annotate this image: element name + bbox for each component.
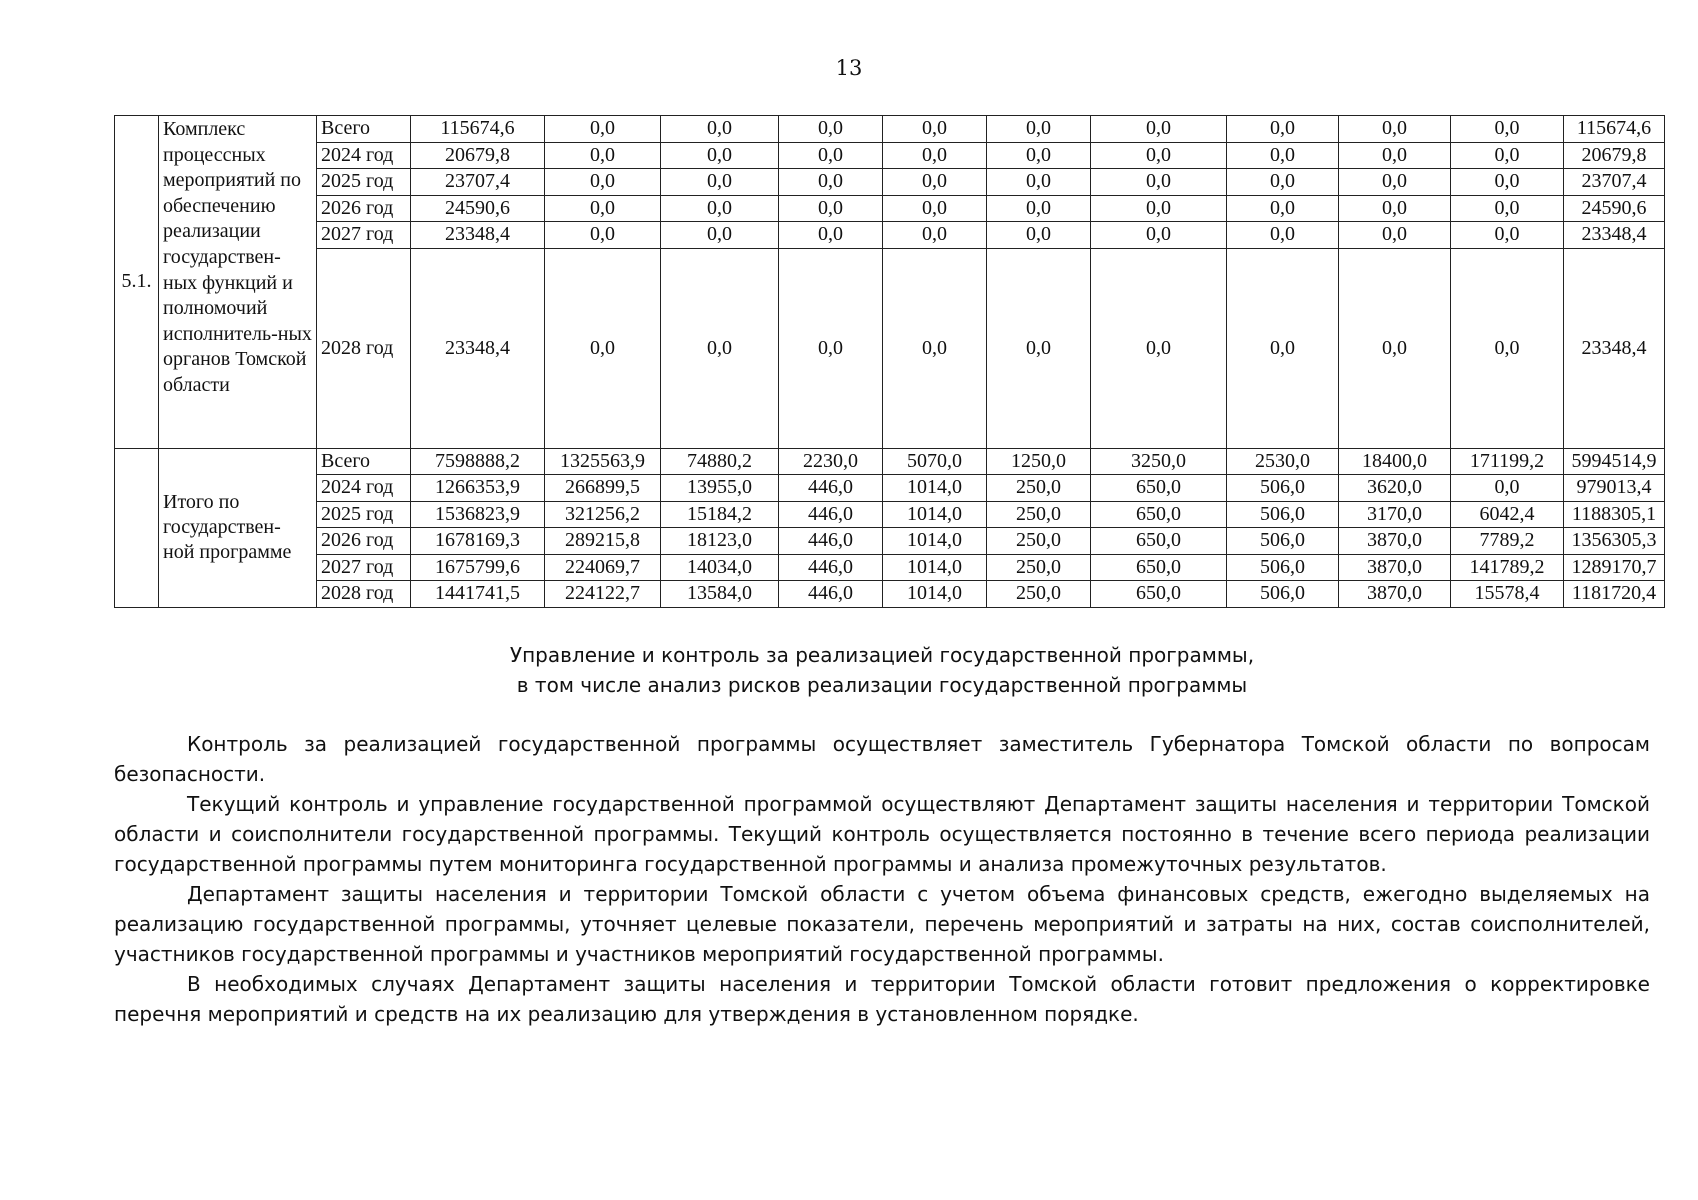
value-cell: 0,0: [661, 195, 779, 222]
value-cell: 0,0: [545, 142, 661, 169]
year-cell: Всего: [317, 116, 411, 143]
table-row: [115, 169, 1665, 196]
table-row: [115, 248, 1665, 448]
value-cell: 15184,2: [661, 501, 779, 528]
value-cell: 0,0: [1451, 169, 1564, 196]
value-cell: 1266353,9: [411, 475, 545, 502]
value-cell: 74880,2: [661, 448, 779, 475]
value-cell: 0,0: [1451, 222, 1564, 249]
value-cell: 0,0: [1339, 142, 1451, 169]
value-cell: 0,0: [545, 169, 661, 196]
value-cell: 3250,0: [1091, 448, 1227, 475]
table-row: [115, 581, 1665, 608]
year-cell: 2028 год: [317, 581, 411, 608]
value-cell: 1014,0: [883, 554, 987, 581]
value-cell: 0,0: [1451, 116, 1564, 143]
value-cell: 446,0: [779, 501, 883, 528]
value-cell: 0,0: [779, 195, 883, 222]
value-cell: 14034,0: [661, 554, 779, 581]
value-cell: 24590,6: [1564, 195, 1665, 222]
value-cell: 15578,4: [1451, 581, 1564, 608]
value-cell: 0,0: [883, 222, 987, 249]
value-cell: 0,0: [779, 116, 883, 143]
value-cell: 0,0: [1227, 142, 1339, 169]
value-cell: 0,0: [1339, 248, 1451, 448]
value-cell: 0,0: [1091, 169, 1227, 196]
year-cell: 2025 год: [317, 169, 411, 196]
value-cell: 1536823,9: [411, 501, 545, 528]
row-number-cell: [115, 448, 159, 607]
value-cell: 0,0: [779, 248, 883, 448]
value-cell: 0,0: [1339, 116, 1451, 143]
value-cell: 171199,2: [1451, 448, 1564, 475]
value-cell: 24590,6: [411, 195, 545, 222]
value-cell: 1325563,9: [545, 448, 661, 475]
value-cell: 1014,0: [883, 581, 987, 608]
value-cell: 20679,8: [411, 142, 545, 169]
total-name-cell: Итого по государствен-ной программе: [159, 448, 317, 607]
value-cell: 0,0: [883, 116, 987, 143]
value-cell: 321256,2: [545, 501, 661, 528]
value-cell: 1441741,5: [411, 581, 545, 608]
financing-table: [114, 115, 1665, 608]
table-row: [115, 142, 1665, 169]
value-cell: 0,0: [883, 195, 987, 222]
value-cell: 0,0: [661, 142, 779, 169]
value-cell: 0,0: [1451, 195, 1564, 222]
value-cell: 0,0: [1091, 116, 1227, 143]
value-cell: 141789,2: [1451, 554, 1564, 581]
value-cell: 1250,0: [987, 448, 1091, 475]
value-cell: 3870,0: [1339, 554, 1451, 581]
value-cell: 23348,4: [1564, 222, 1665, 249]
value-cell: 1181720,4: [1564, 581, 1665, 608]
value-cell: 6042,4: [1451, 501, 1564, 528]
year-cell: 2026 год: [317, 195, 411, 222]
value-cell: 250,0: [987, 501, 1091, 528]
value-cell: 1014,0: [883, 501, 987, 528]
value-cell: 1675799,6: [411, 554, 545, 581]
table-row: [115, 554, 1665, 581]
page-number: 13: [835, 56, 863, 80]
value-cell: 1678169,3: [411, 528, 545, 555]
value-cell: 0,0: [1227, 169, 1339, 196]
value-cell: 0,0: [1451, 142, 1564, 169]
body-text: [114, 729, 1650, 1029]
value-cell: 650,0: [1091, 554, 1227, 581]
value-cell: 650,0: [1091, 581, 1227, 608]
value-cell: 250,0: [987, 581, 1091, 608]
value-cell: 0,0: [1227, 195, 1339, 222]
value-cell: 0,0: [661, 169, 779, 196]
value-cell: 13955,0: [661, 475, 779, 502]
value-cell: 0,0: [545, 116, 661, 143]
value-cell: 650,0: [1091, 528, 1227, 555]
value-cell: 250,0: [987, 528, 1091, 555]
value-cell: 0,0: [883, 248, 987, 448]
value-cell: 289215,8: [545, 528, 661, 555]
value-cell: 250,0: [987, 554, 1091, 581]
value-cell: 0,0: [1451, 475, 1564, 502]
year-cell: 2026 год: [317, 528, 411, 555]
value-cell: 446,0: [779, 554, 883, 581]
value-cell: 0,0: [545, 222, 661, 249]
value-cell: 20679,8: [1564, 142, 1665, 169]
value-cell: 0,0: [1227, 248, 1339, 448]
value-cell: 0,0: [987, 142, 1091, 169]
value-cell: 3870,0: [1339, 528, 1451, 555]
value-cell: 0,0: [1339, 195, 1451, 222]
value-cell: 446,0: [779, 475, 883, 502]
value-cell: 0,0: [987, 195, 1091, 222]
value-cell: 446,0: [779, 528, 883, 555]
value-cell: 23348,4: [411, 248, 545, 448]
value-cell: 0,0: [545, 195, 661, 222]
value-cell: 23707,4: [1564, 169, 1665, 196]
heading-line-2: в том числе анализ рисков реализации государственной программы: [516, 673, 1248, 697]
value-cell: 650,0: [1091, 475, 1227, 502]
year-cell: 2024 год: [317, 475, 411, 502]
table-row: [115, 195, 1665, 222]
value-cell: 13584,0: [661, 581, 779, 608]
value-cell: 0,0: [1451, 248, 1564, 448]
value-cell: 979013,4: [1564, 475, 1665, 502]
value-cell: 0,0: [661, 222, 779, 249]
value-cell: 0,0: [1339, 222, 1451, 249]
value-cell: 650,0: [1091, 501, 1227, 528]
value-cell: 1289170,7: [1564, 554, 1665, 581]
value-cell: 0,0: [1091, 142, 1227, 169]
value-cell: 2530,0: [1227, 448, 1339, 475]
value-cell: 23348,4: [1564, 248, 1665, 448]
value-cell: 0,0: [1227, 222, 1339, 249]
value-cell: 250,0: [987, 475, 1091, 502]
value-cell: 224122,7: [545, 581, 661, 608]
section-heading: [114, 640, 1650, 700]
paragraph: Текущий контроль и управление государственной программой осуществляют Департамент защиты населения и территории Томской области и соисполнители государственной программы. Текущий контроль осуществляется постоянно в течение всего периода реализации государственной программы путем мониторинга государственной программы и анализа промежуточных результатов.: [114, 792, 1650, 876]
value-cell: 0,0: [883, 142, 987, 169]
table-row: [115, 475, 1665, 502]
value-cell: 5994514,9: [1564, 448, 1665, 475]
value-cell: 0,0: [779, 222, 883, 249]
value-cell: 23707,4: [411, 169, 545, 196]
value-cell: 506,0: [1227, 528, 1339, 555]
value-cell: 3620,0: [1339, 475, 1451, 502]
table-row: [115, 501, 1665, 528]
value-cell: 1356305,3: [1564, 528, 1665, 555]
measure-name-cell: Комплекс процессных мероприятий по обеспечению реализации государствен-ных функций и полномочий исполнитель-ных органов Томской области: [159, 116, 317, 449]
value-cell: 0,0: [661, 116, 779, 143]
value-cell: 224069,7: [545, 554, 661, 581]
year-cell: 2025 год: [317, 501, 411, 528]
paragraph: Департамент защиты населения и территории Томской области с учетом объема финансовых средств, ежегодно выделяемых на реализацию государственной программы, уточняет целевые показатели, перечень мероприятий и затраты на них, состав соисполнителей, участников государственной программы и участников мероприятий государственной программы.: [114, 882, 1650, 966]
value-cell: 1014,0: [883, 475, 987, 502]
value-cell: 0,0: [987, 116, 1091, 143]
value-cell: 0,0: [779, 169, 883, 196]
value-cell: 506,0: [1227, 581, 1339, 608]
year-cell: 2024 год: [317, 142, 411, 169]
value-cell: 0,0: [1091, 248, 1227, 448]
table-row: [115, 222, 1665, 249]
value-cell: 3170,0: [1339, 501, 1451, 528]
value-cell: 0,0: [1091, 195, 1227, 222]
value-cell: 506,0: [1227, 554, 1339, 581]
value-cell: 0,0: [779, 142, 883, 169]
year-cell: 2028 год: [317, 248, 411, 448]
value-cell: 0,0: [987, 169, 1091, 196]
value-cell: 7598888,2: [411, 448, 545, 475]
value-cell: 0,0: [545, 248, 661, 448]
value-cell: 3870,0: [1339, 581, 1451, 608]
value-cell: 115674,6: [1564, 116, 1665, 143]
year-cell: 2027 год: [317, 222, 411, 249]
row-number-cell: 5.1.: [115, 116, 159, 449]
value-cell: 5070,0: [883, 448, 987, 475]
heading-line-1: Управление и контроль за реализацией государственной программы,: [509, 643, 1255, 667]
table-row: [115, 528, 1665, 555]
value-cell: 0,0: [987, 222, 1091, 249]
paragraph: Контроль за реализацией государственной программы осуществляет заместитель Губернатора Томской области по вопросам безопасности.: [114, 732, 1650, 786]
table-row: [115, 116, 1665, 143]
value-cell: 0,0: [1091, 222, 1227, 249]
value-cell: 0,0: [883, 169, 987, 196]
value-cell: 115674,6: [411, 116, 545, 143]
value-cell: 2230,0: [779, 448, 883, 475]
value-cell: 18400,0: [1339, 448, 1451, 475]
value-cell: 446,0: [779, 581, 883, 608]
value-cell: 506,0: [1227, 475, 1339, 502]
value-cell: 0,0: [1227, 116, 1339, 143]
year-cell: 2027 год: [317, 554, 411, 581]
table-row: [115, 448, 1665, 475]
value-cell: 266899,5: [545, 475, 661, 502]
value-cell: 18123,0: [661, 528, 779, 555]
value-cell: 506,0: [1227, 501, 1339, 528]
year-cell: Всего: [317, 448, 411, 475]
paragraph: В необходимых случаях Департамент защиты населения и территории Томской области готовит предложения о корректировке перечня мероприятий и средств на их реализацию для утверждения в установленном порядке.: [114, 972, 1650, 1026]
value-cell: 1188305,1: [1564, 501, 1665, 528]
value-cell: 23348,4: [411, 222, 545, 249]
value-cell: 0,0: [987, 248, 1091, 448]
value-cell: 7789,2: [1451, 528, 1564, 555]
value-cell: 1014,0: [883, 528, 987, 555]
value-cell: 0,0: [1339, 169, 1451, 196]
value-cell: 0,0: [661, 248, 779, 448]
